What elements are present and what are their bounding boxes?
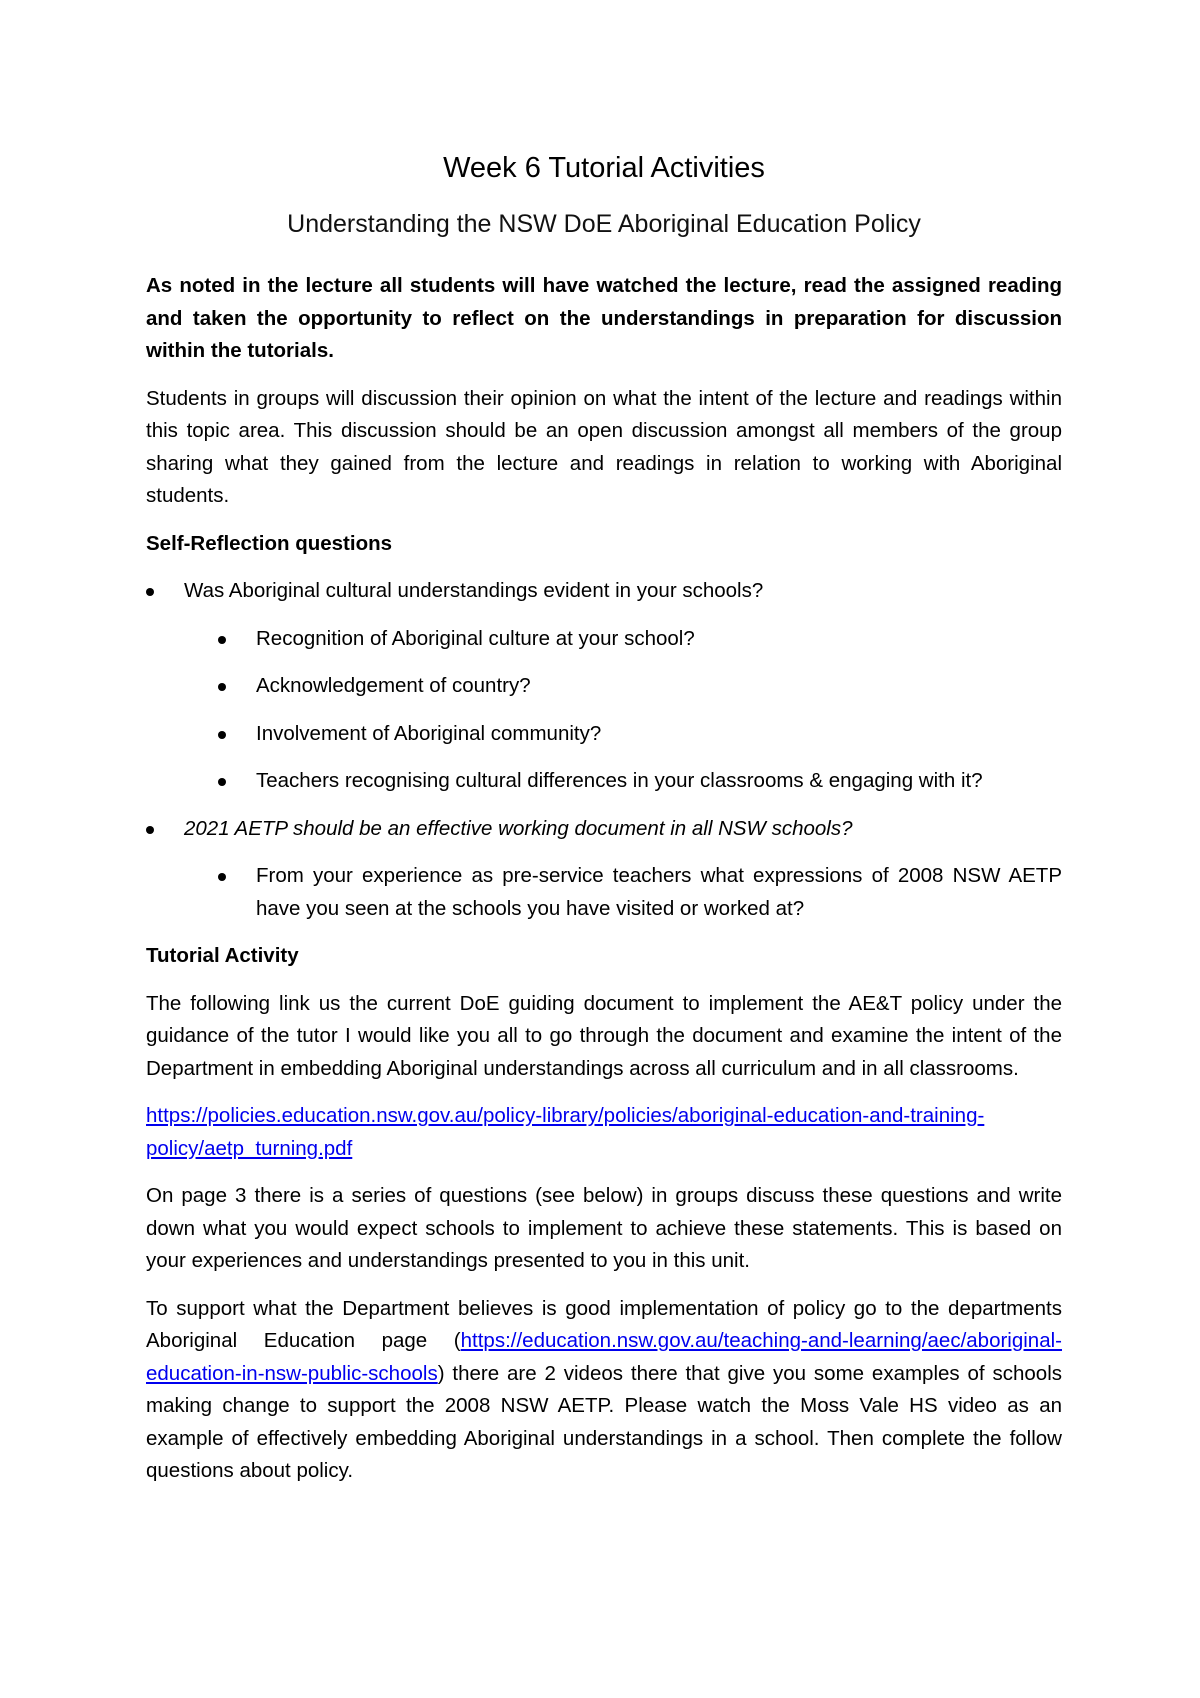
sub-bullet-text: Acknowledgement of country? [256,674,531,697]
list-item [146,813,1062,926]
list-item [184,670,1062,703]
sub-bullet-text: From your experience as pre-service teachers what expressions of 2008 NSW AETP have you seen at the schools you have visited or worked at? [256,864,1062,920]
list-item [184,718,1062,751]
link-intro-paragraph: The following link us the current DoE guiding document to implement the AE&T policy under the guidance of the tutor I would like you all to go through the document and examine the intent of the Department in embedding Aboriginal understandings across all curriculum and in all classrooms. [146,991,1062,1080]
self-reflection-heading: Self-Reflection questions [146,531,393,555]
list-item [184,860,1062,925]
sub-bullet-text: Recognition of Aboriginal culture at your school? [256,626,695,650]
self-reflection-list [146,575,1062,925]
bullet-icon [146,826,154,834]
sub-bullet-text: Involvement of Aboriginal community? [256,721,602,745]
document-content [146,150,1062,1503]
policy-link-paragraph [146,1100,1062,1165]
document-title: Week 6 Tutorial Activities [443,152,765,184]
bullet-text: Was Aboriginal cultural understandings evident in your schools? [184,579,764,602]
tutorial-activity-heading: Tutorial Activity [146,944,299,967]
bullet-icon [218,873,226,881]
groups-paragraph: Students in groups will discussion their opinion on what the intent of the lecture and readings within this topic area. This discussion should be an open discussion amongst all members of the group sharing what they gained from the lecture and readings in relation to working with Aboriginal students. [146,386,1062,507]
bullet-icon [218,683,226,691]
sub-list [184,623,1062,798]
sub-bullet-text: Teachers recognising cultural differences in your classrooms & engaging with it? [256,769,983,792]
policy-document-link[interactable]: https://policies.education.nsw.gov.au/policy-library/policies/aboriginal-education-and-training-policy/aetp_turning.pdf [146,1104,985,1160]
bullet-icon [146,588,154,596]
sub-list [184,860,1062,925]
bullet-icon [218,636,226,644]
bullet-icon [218,778,226,786]
support-text-after: ) there are 2 videos there that give you some examples of schools making change to support the 2008 NSW AETP. Please watch the Moss Vale HS video as an example of effectively embedding Aboriginal understandings in a school. Then complete the follow questions about policy. [146,1361,1062,1482]
support-paragraph [146,1293,1062,1488]
list-item [146,575,1062,798]
support-text-before: To support what the Department believes is good implementation of policy go to the departments Aboriginal Education page ( [146,1296,1062,1352]
page3-paragraph: On page 3 there is a series of questions (see below) in groups discuss these questions and write down what you would expect schools to implement to achieve these statements. This is based on your experiences and understandings presented to you in this unit. [146,1184,1062,1272]
bullet-icon [218,731,226,739]
aboriginal-education-page-link[interactable]: https://education.nsw.gov.au/teaching-and-learning/aec/aboriginal-education-in-nsw-public-schools [146,1329,1062,1385]
bullet-text: 2021 AETP should be an effective working document in all NSW schools? [184,816,853,840]
list-item [184,765,1062,798]
document-subtitle: Understanding the NSW DoE Aboriginal Education Policy [287,210,921,238]
intro-paragraph: As noted in the lecture all students will have watched the lecture, read the assigned reading and taken the opportunity to reflect on the understandings in preparation for discussion within the tutorials. [146,274,1062,362]
list-item [184,623,1062,656]
